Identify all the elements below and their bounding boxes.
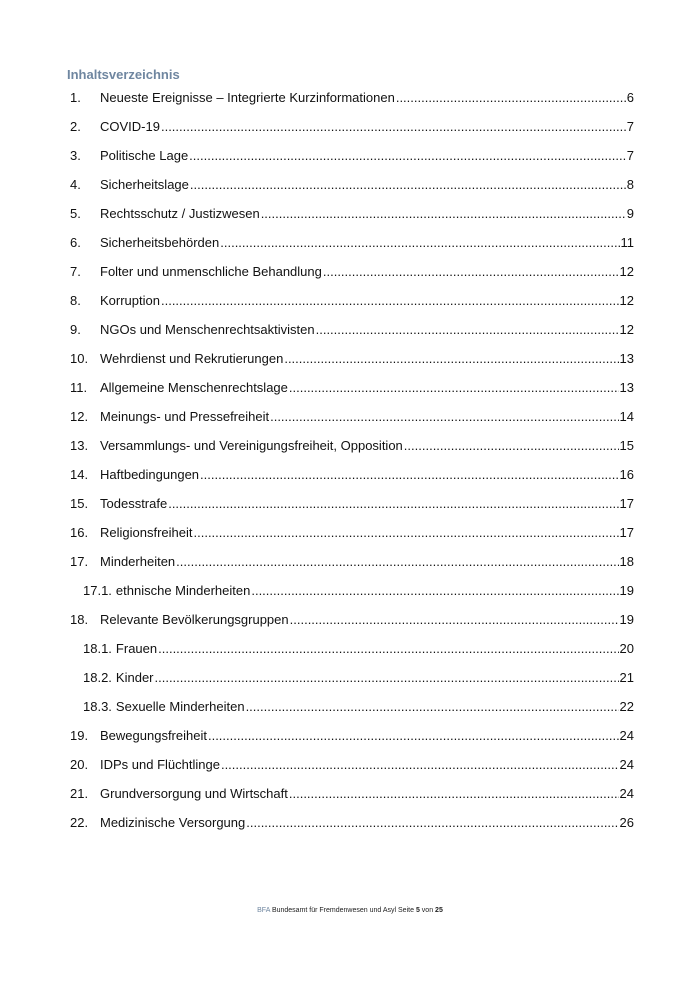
toc-dot-leader xyxy=(261,204,626,224)
toc-entry-page: 7 xyxy=(626,119,634,134)
toc-entry-label: NGOs und Menschenrechtsaktivisten xyxy=(100,322,315,337)
toc-entry[interactable] xyxy=(70,291,634,320)
toc-entry-label: Religionsfreiheit xyxy=(100,525,193,540)
toc-entry[interactable] xyxy=(70,378,634,407)
toc-entry[interactable] xyxy=(70,755,634,784)
toc-dot-leader xyxy=(290,610,619,630)
toc-entry-number: 9. xyxy=(70,322,81,337)
toc-entry-page: 7 xyxy=(626,148,634,163)
toc-entry-label: Neueste Ereignisse – Integrierte Kurzinformationen xyxy=(100,90,395,105)
toc-entry[interactable] xyxy=(70,784,634,813)
toc-entry-label: Politische Lage xyxy=(100,148,189,163)
toc-dot-leader xyxy=(200,465,619,485)
toc-entry-number: 7. xyxy=(70,264,81,279)
toc-entry-page: 19 xyxy=(619,612,634,627)
footer-total-pages: 25 xyxy=(435,907,443,914)
toc-entry-label: Rechtsschutz / Justizwesen xyxy=(100,206,260,221)
toc-entry-label: COVID-19 xyxy=(100,119,160,134)
toc-entry[interactable] xyxy=(70,465,634,494)
toc-dot-leader xyxy=(270,407,618,427)
toc-dot-leader xyxy=(251,581,618,601)
toc-entry-number: 4. xyxy=(70,177,81,192)
toc-entry-page: 18 xyxy=(619,554,634,569)
toc-entry-label: Wehrdienst und Rekrutierungen xyxy=(100,351,284,366)
toc-dot-leader xyxy=(155,668,619,688)
toc-entry-label: Relevante Bevölkerungsgruppen xyxy=(100,612,289,627)
toc-entry[interactable] xyxy=(70,494,634,523)
toc-entry-page: 24 xyxy=(619,786,634,801)
toc-entry-label: Todesstrafe xyxy=(100,496,168,511)
toc-entry-number: 18.3. xyxy=(83,699,112,714)
toc-dot-leader xyxy=(316,320,619,340)
toc-entry-page: 17 xyxy=(619,525,634,540)
toc-entry-page: 14 xyxy=(619,409,634,424)
toc-entry-label: ethnische Minderheiten xyxy=(115,583,251,598)
toc-dot-leader xyxy=(289,784,619,804)
toc-dot-leader xyxy=(176,552,618,572)
toc-entry-number: 17. xyxy=(70,554,89,569)
toc-entry-label: Folter und unmenschliche Behandlung xyxy=(100,264,322,279)
toc-entry[interactable] xyxy=(70,233,634,262)
toc-dot-leader xyxy=(220,233,619,253)
toc-entry-number: 12. xyxy=(70,409,89,424)
toc-entry-page: 24 xyxy=(619,728,634,743)
toc-entry-page: 11 xyxy=(620,235,634,250)
toc-entry[interactable] xyxy=(70,175,634,204)
footer-of-word: von xyxy=(421,907,434,914)
toc-dot-leader xyxy=(284,349,618,369)
toc-entry-number: 15. xyxy=(70,496,89,511)
toc-entry-page: 19 xyxy=(619,583,634,598)
toc-entry-label: Minderheiten xyxy=(100,554,176,569)
toc-entry-page: 12 xyxy=(619,322,634,337)
toc-entry-number: 18.1. xyxy=(83,641,112,656)
toc-entry[interactable] xyxy=(70,813,634,842)
toc-entry-label: Sicherheitslage xyxy=(100,177,189,192)
toc-entry-page: 24 xyxy=(619,757,634,772)
toc-entry-page: 21 xyxy=(619,670,634,685)
toc-dot-leader xyxy=(246,697,619,717)
footer-current-page: 5 xyxy=(415,907,420,914)
toc-entry-label: Sexuelle Minderheiten xyxy=(115,699,245,714)
toc-entry[interactable] xyxy=(70,262,634,291)
toc-subentry[interactable] xyxy=(70,581,634,610)
toc-subentry[interactable] xyxy=(70,639,634,668)
toc-entry-label: Grundversorgung und Wirtschaft xyxy=(100,786,288,801)
toc-dot-leader xyxy=(289,378,619,398)
toc-entry-label: Korruption xyxy=(100,293,160,308)
toc-entry-page: 22 xyxy=(619,699,634,714)
toc-dot-leader xyxy=(208,726,619,746)
footer-org: Bundesamt für Fremdenwesen und Asyl xyxy=(271,907,397,914)
toc-entry-number: 19. xyxy=(70,728,89,743)
toc-subentry[interactable] xyxy=(70,697,634,726)
toc-dot-leader xyxy=(396,88,626,108)
toc-entry[interactable] xyxy=(70,320,634,349)
toc-entry[interactable] xyxy=(70,610,634,639)
toc-entry-number: 14. xyxy=(70,467,89,482)
toc-dot-leader xyxy=(161,117,626,137)
toc-entry[interactable] xyxy=(70,88,634,117)
toc-entry-number: 10. xyxy=(70,351,89,366)
toc-entry-number: 21. xyxy=(70,786,89,801)
toc-entry-page: 16 xyxy=(619,467,634,482)
toc-entry[interactable] xyxy=(70,349,634,378)
toc-dot-leader xyxy=(246,813,618,833)
toc-list xyxy=(70,88,634,842)
toc-dot-leader xyxy=(168,494,618,514)
page-footer xyxy=(0,907,700,914)
toc-entry[interactable] xyxy=(70,523,634,552)
toc-entry[interactable] xyxy=(70,146,634,175)
toc-entry-number: 6. xyxy=(70,235,81,250)
toc-dot-leader xyxy=(194,523,619,543)
toc-entry-page: 26 xyxy=(619,815,634,830)
toc-entry-page: 13 xyxy=(619,380,634,395)
footer-brand: BFA xyxy=(257,907,270,914)
toc-subentry[interactable] xyxy=(70,668,634,697)
toc-entry-number: 16. xyxy=(70,525,89,540)
toc-entry-label: Bewegungsfreiheit xyxy=(100,728,207,743)
toc-entry-page: 15 xyxy=(619,438,634,453)
toc-entry[interactable] xyxy=(70,117,634,146)
toc-entry-label: Sicherheitsbehörden xyxy=(100,235,220,250)
toc-dot-leader xyxy=(189,146,626,166)
toc-entry[interactable] xyxy=(70,436,634,465)
toc-dot-leader xyxy=(158,639,618,659)
toc-entry-number: 17.1. xyxy=(83,583,112,598)
toc-entry-number: 18. xyxy=(70,612,89,627)
toc-entry-number: 8. xyxy=(70,293,81,308)
toc-dot-leader xyxy=(221,755,619,775)
toc-entry-number: 22. xyxy=(70,815,89,830)
toc-entry-number: 1. xyxy=(70,90,81,105)
toc-dot-leader xyxy=(323,262,619,282)
toc-title: Inhaltsverzeichnis xyxy=(67,67,180,82)
toc-entry-label: IDPs und Flüchtlinge xyxy=(100,757,220,772)
toc-entry-page: 9 xyxy=(626,206,634,221)
toc-entry[interactable] xyxy=(70,726,634,755)
toc-entry-number: 11. xyxy=(70,380,88,395)
toc-entry-label: Kinder xyxy=(115,670,154,685)
toc-entry[interactable] xyxy=(70,204,634,233)
toc-entry-label: Haftbedingungen xyxy=(100,467,200,482)
toc-entry-label: Frauen xyxy=(115,641,158,656)
toc-entry[interactable] xyxy=(70,552,634,581)
toc-entry-number: 2. xyxy=(70,119,81,134)
toc-entry-page: 12 xyxy=(619,293,634,308)
toc-entry-number: 20. xyxy=(70,757,89,772)
toc-entry-page: 17 xyxy=(619,496,634,511)
toc-entry-number: 18.2. xyxy=(83,670,112,685)
toc-entry-number: 3. xyxy=(70,148,81,163)
toc-entry[interactable] xyxy=(70,407,634,436)
toc-entry-page: 20 xyxy=(619,641,634,656)
toc-dot-leader xyxy=(404,436,619,456)
toc-entry-page: 8 xyxy=(626,177,634,192)
toc-entry-number: 13. xyxy=(70,438,89,453)
footer-page-word: Seite xyxy=(398,907,414,914)
toc-entry-label: Allgemeine Menschenrechtslage xyxy=(100,380,288,395)
toc-entry-label: Meinungs- und Pressefreiheit xyxy=(100,409,270,424)
toc-entry-page: 12 xyxy=(619,264,634,279)
toc-entry-page: 6 xyxy=(626,90,634,105)
toc-dot-leader xyxy=(190,175,626,195)
toc-entry-label: Versammlungs- und Vereinigungsfreiheit, Opposition xyxy=(100,438,403,453)
toc-entry-number: 5. xyxy=(70,206,81,221)
toc-entry-page: 13 xyxy=(619,351,634,366)
toc-entry-label: Medizinische Versorgung xyxy=(100,815,246,830)
toc-dot-leader xyxy=(161,291,619,311)
